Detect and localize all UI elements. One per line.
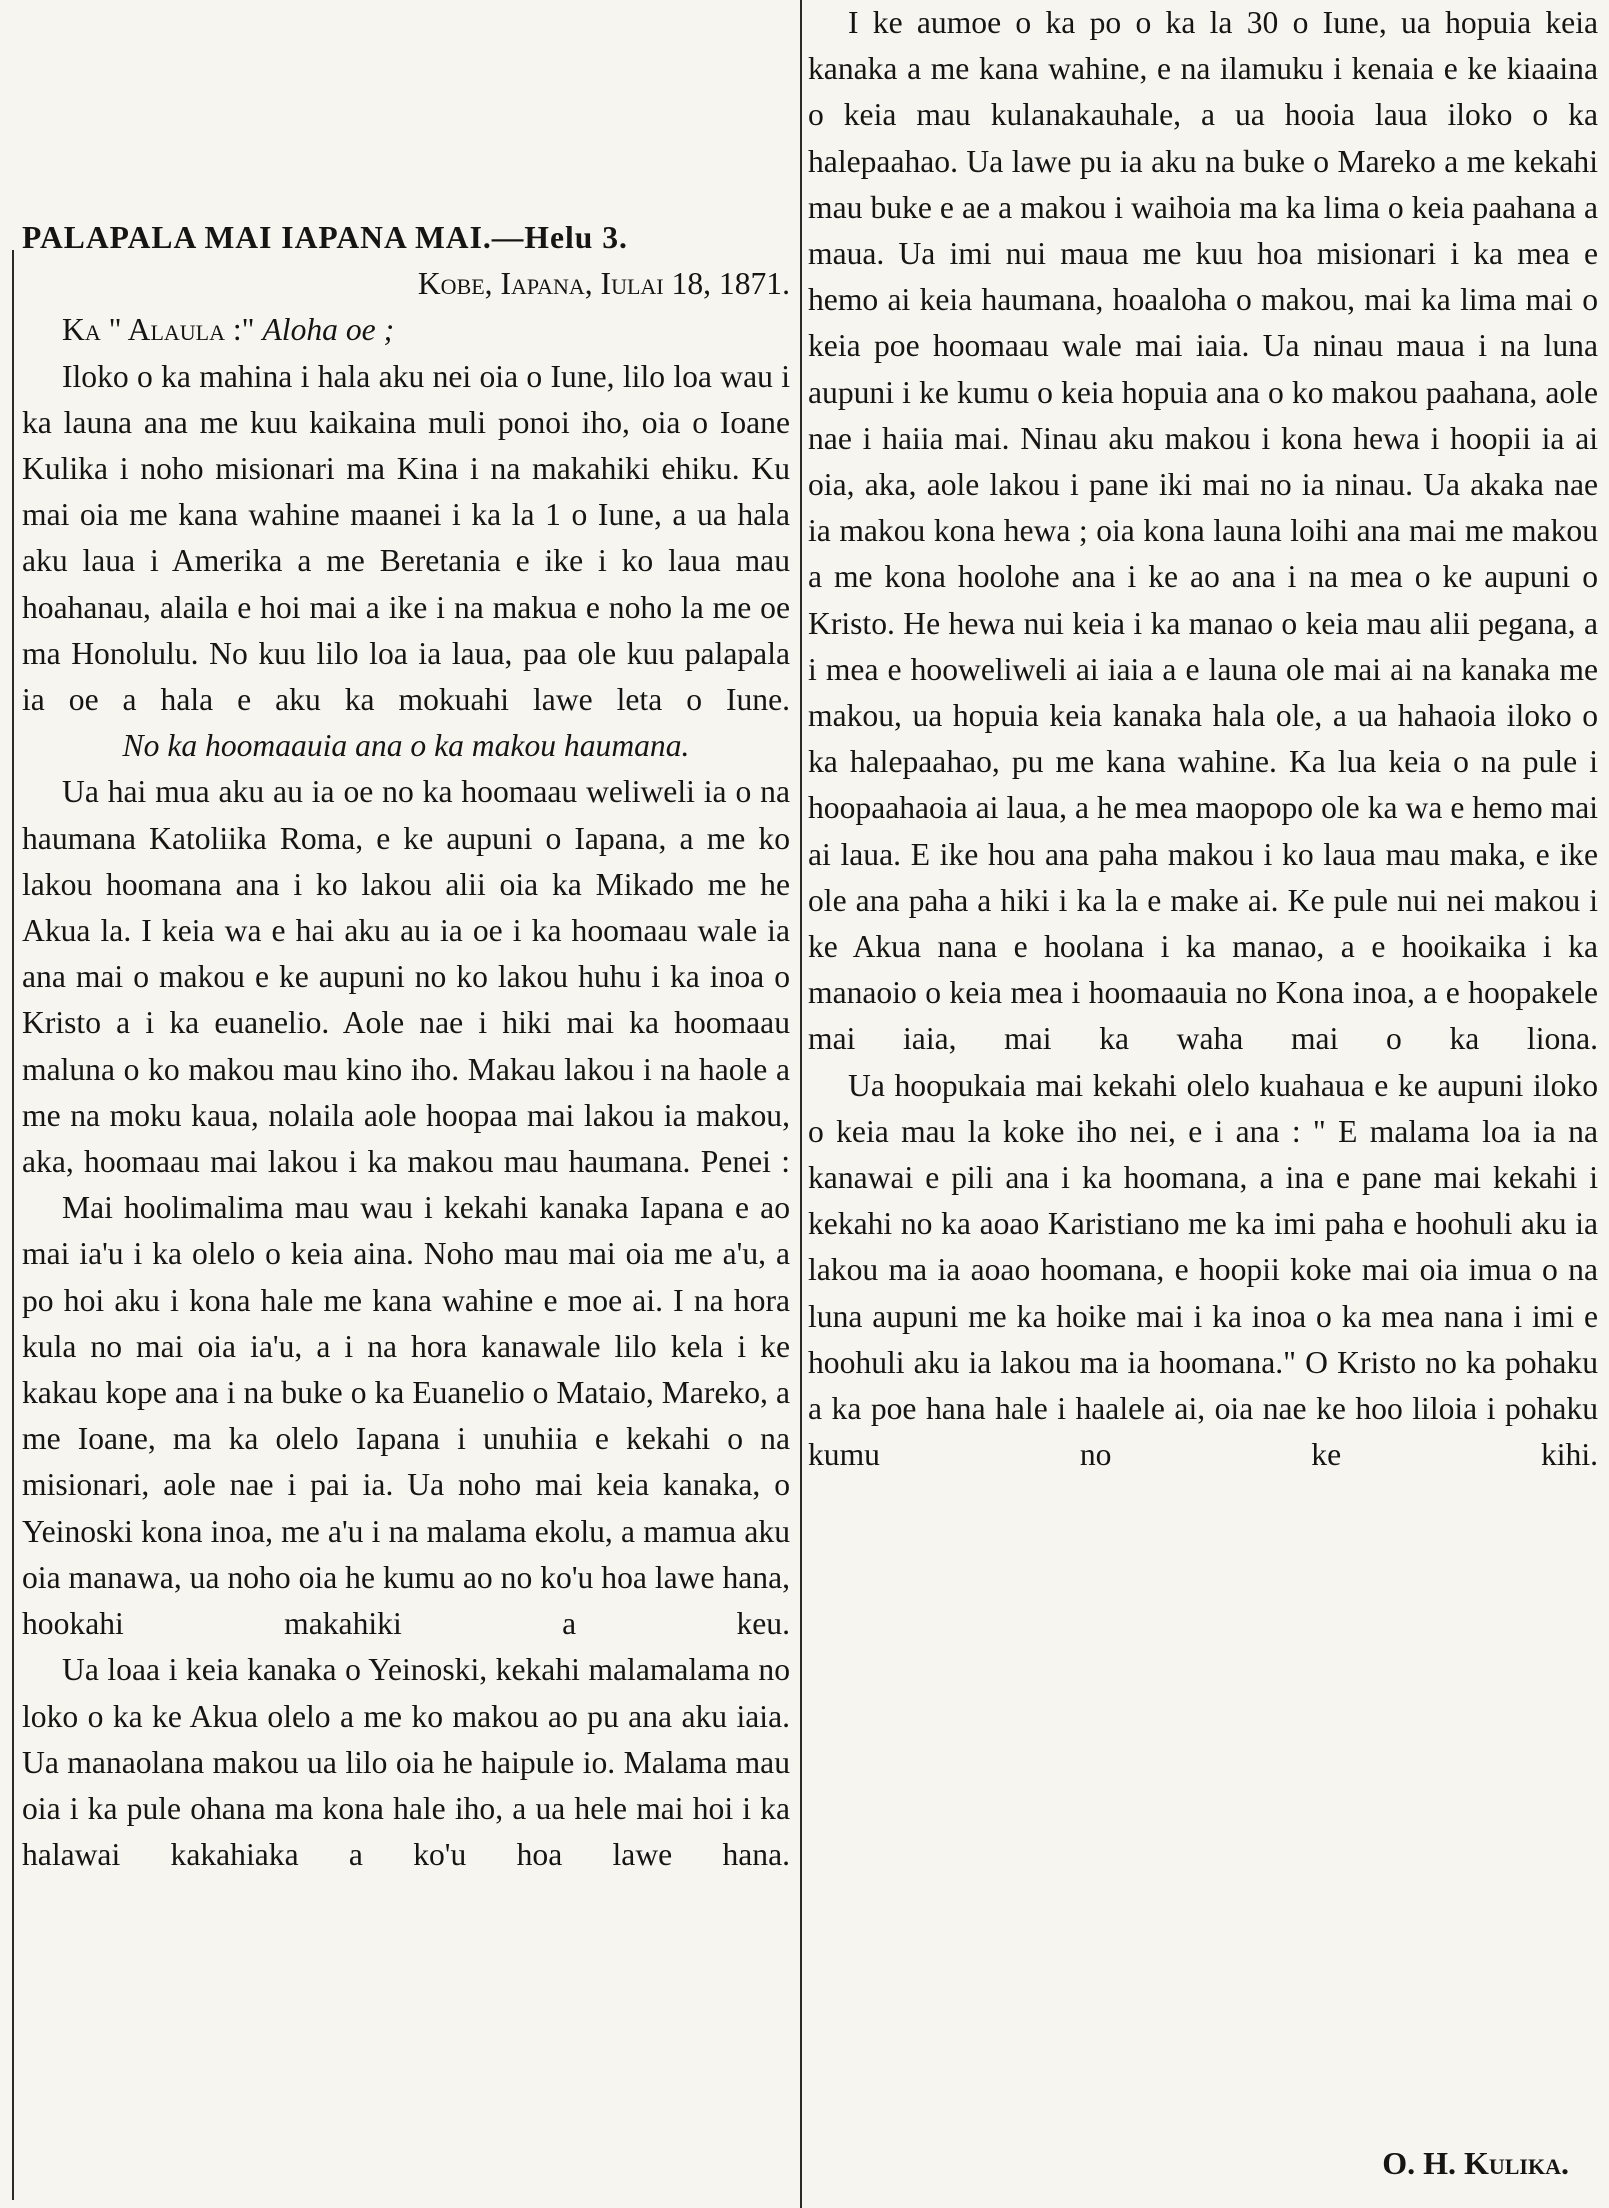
- article-dateline: Kobe, Iapana, Iulai 18, 1871.: [417, 266, 790, 302]
- article-salutation: [22, 307, 790, 353]
- paragraph-4-start: [22, 1647, 790, 1878]
- paragraph-2: Ua hai mua aku au ia oe no ka hoomaau weliweli ia o na haumana Katoliika Roma, e ke aupuni o Iapana, a me ko lakou hoomana ana i ko lakou alii oia ka Mikado me he Akua la. I keia wa e hai aku au ia oe i ka hoomaau wale ia ana mai o makou e ke aupuni no ko lakou huhu i ka inoa o Kristo a i ka euanelio. Aole nae i hiki mai ka hoomaau maluna o ko makou mau kino iho. Makau lakou i na haole a me na moku kaua, nolaila aole hoopaa mai lakou ia makou, aka, hoomaau mai lakou i ka makou mau haumana. Penei :: [22, 774, 790, 1180]
- article-signature: O. H. Kulika.: [1382, 2145, 1569, 2181]
- paragraph-1: Iloko o ka mahina i hala aku nei oia o Iune, lilo loa wau i ka launa ana me kuu kaikaina muli ponoi iho, oia o Ioane Kulika i noho misionari ma Kina i na makahiki ehiku. Ku mai oia me kana wahine maanei i ka la 1 o Iune, a ua hala aku laua i Amerika a me Beretania e ike i ko laua mau hoahanau, alaila e hoi mai a ike i na makua e noho la me oe ma Honolulu. No kuu lilo loa ia laua, paa ole kuu palapala ia oe a hala e aku ka mokuahi lawe leta o Iune.: [22, 358, 790, 718]
- salutation-to: Ka " Alaula :": [62, 312, 255, 348]
- column-rule-left: [12, 250, 14, 2200]
- right-column: [808, 0, 1598, 2120]
- paragraph-6: Ua hoopukaia mai kekahi olelo kuahaua e ke aupuni iloko o keia mau la koke iho nei, e i ana : " E malama loa ia na kanawai e pili ana i ka hoomana, a ina e pane mai kekahi i kekahi no ka aoao Karistiano me ka imi paha e hoohuli aku ia lakou ma ia aoao hoomana, e hoopii koke mai oia imua o na luna aupuni me ka hoike mai i ka inoa o ka mea nana i imi e hoohuli aku ia lakou ma ia hoomana." O Kristo no ka pohaku a ka poe hana hale i haalele ai, oia nae ke hoo liloia i pohaku kumu no ke kihi.: [808, 1067, 1598, 1473]
- article-subhead: No ka hoomaauia ana o ka makou haumana.: [122, 728, 690, 764]
- article-headline: PALAPALA MAI IAPANA MAI.—Helu 3.: [22, 220, 628, 255]
- left-column: [22, 215, 790, 2195]
- paragraph-3: Mai hoolimalima mau wau i kekahi kanaka Iapana e ao mai ia'u i ka olelo o keia aina. Noho mau mai oia me a'u, a po hoi aku i kona hale me kana wahine e moe ai. I na hora kula no mai oia ia'u, a i na hora kanawale lilo kela i ke kakau kope ana i na buke o ka Euanelio o Mataio, Mareko, a me Ioane, ma ka olelo Iapana i unuhiia e kekahi o na misionari, aole nae i pai ia. Ua noho mai keia kanaka, o Yeinoski kona inoa, me a'u i na malama ekolu, a mamua aku oia manawa, ua noho oia he kumu ao no ko'u hoa lawe hana, hookahi makahiki a keu.: [22, 1190, 790, 1642]
- paragraph-4: Ua loaa i keia kanaka o Yeinoski, kekahi malamalama no loko o ka ke Akua olelo a me ko makou ao pu ana aku iaia. Ua manaolana makou ua lilo oia he haipule io. Malama mau oia i ka pule ohana ma kona hale iho, a ua hele mai hoi i ka halawai kakahiaka a ko'u hoa lawe hana.: [22, 1652, 790, 1873]
- paragraph-5: I ke aumoe o ka po o ka la 30 o Iune, ua hopuia keia kanaka a me kana wahine, e na ilamuku i kenaia e ke kiaaina o keia mau kulanakauhale, a ua hooia laua iloko o ka halepaahao. Ua lawe pu ia aku na buke o Mareko a me kekahi mau buke e ae a makou i waihoia ma ka lima o keia paahana a maua. Ua imi nui maua me kuu hoa misionari i ka mea e hemo ai keia haumana, hoaaloha o makou, mai ka lima mai o keia poe hoomaau wale mai iaia. Ua ninau maua i na luna aupuni i ke kumu o keia hopuia ana o ko makou paahana, aole nae i haiia mai. Ninau aku makou i kona hewa i hoopii ia ai oia, aka, aole lakou i pane iki mai no ia ninau. Ua akaka nae ia makou kona hewa ; oia kona launa loihi ana mai me makou a me kona hoolohe ana i ke ao ana i na mea o ke aupuni o Kristo. He hewa nui keia i ka manao o keia mau alii pegana, a i mea e hooweliweli ai iaia a e launa ole mai ai na kanaka me makou, ua hopuia keia kanaka hala ole, a ua hahaoia iloko o ka halepaahao, pu me kana wahine. Ka lua keia o na pule i hoopaahaoia ai laua, a he mea maopopo ole ka wa e hemo mai ai laua. E ike hou ana paha makou i ko laua mau maka, e ike ole ana paha a hiki i ka la e make ai. Ke pule nui nei makou i ke Akua nana e hoolana i ka manao, a e hooikaika i ka manaoio o keia mea i hoomaauia no Kona inoa, a e hoopakele mai iaia, mai ka waha mai o ka liona.: [808, 5, 1598, 1057]
- salutation-greeting: Aloha oe ;: [262, 312, 395, 348]
- column-rule-middle: [800, 0, 802, 2208]
